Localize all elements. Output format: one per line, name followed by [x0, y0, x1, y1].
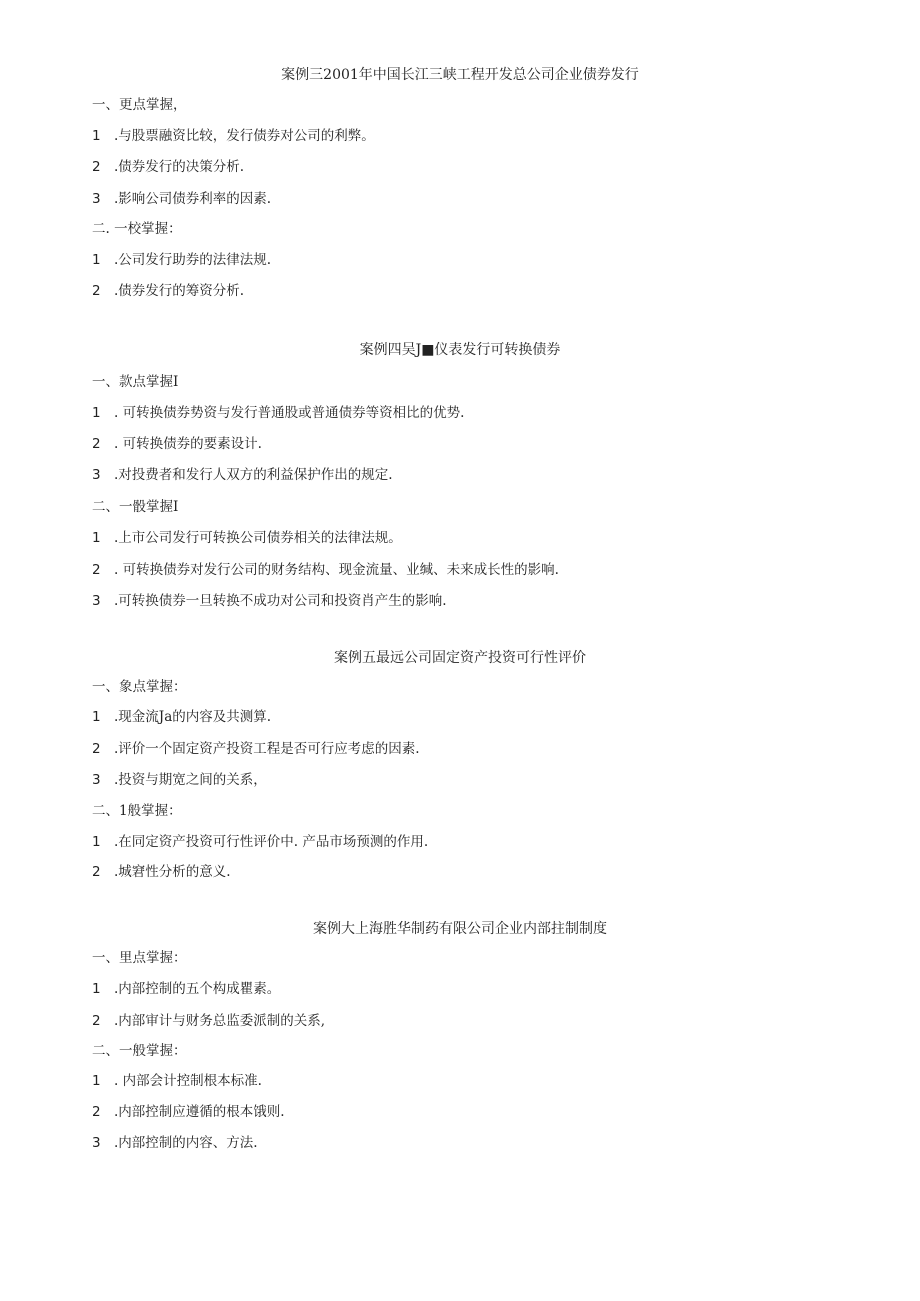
- list-item: [92, 740, 420, 758]
- case-4-title: 案例四吴J■仪表发行可转换债券: [359, 342, 561, 358]
- case-4-key-heading: 一、款点掌握I: [92, 374, 179, 390]
- item-text: .评价一个固定资产投资工程是否可行应考虑的因素.: [114, 741, 420, 757]
- list-item: [92, 190, 271, 208]
- case-3-key-heading: 一、更点掌握，: [92, 97, 187, 113]
- case-4-general-heading: 二、一骰掌握I: [92, 499, 179, 515]
- list-item: [92, 127, 375, 145]
- item-text: .影响公司债券利率的因素.: [114, 191, 272, 207]
- case-6-general-heading: 二、一般掌握：: [92, 1043, 187, 1059]
- case-5-key-heading: 一、象点掌握：: [92, 679, 187, 695]
- item-text: .在同定资产投资可行性评价中. 产品市场预测的作用.: [114, 834, 429, 850]
- item-number: 3: [92, 593, 101, 609]
- item-number: 3: [92, 1135, 101, 1151]
- list-item: [92, 592, 447, 610]
- case-3-title: 案例三2001年中国长江三峡工程开发总公司企业债券发行: [281, 67, 639, 83]
- list-item: [92, 529, 402, 547]
- list-item: [92, 435, 262, 453]
- item-text: .内部控制的内容、方法.: [114, 1135, 258, 1151]
- item-number: 2: [92, 562, 101, 578]
- item-number: 1: [92, 128, 101, 144]
- item-number: 1: [92, 252, 101, 268]
- list-item: [92, 466, 393, 484]
- item-text: .与股票融资比较，发行债券对公司的利弊。: [114, 128, 375, 144]
- item-number: 1: [92, 981, 101, 997]
- item-text: . 可转换债券对发行公司的财务结构、现金流量、业缄、未来成长性的影响.: [114, 562, 559, 578]
- list-item: [92, 708, 271, 726]
- list-item: [92, 771, 267, 789]
- item-number: 2: [92, 1013, 101, 1029]
- item-text: .对投费者和发行人双方的利益保护作出的规定.: [114, 467, 393, 483]
- item-number: 1: [92, 405, 101, 421]
- item-text: .内部控制的五个构成瞿素。: [114, 981, 281, 997]
- list-item: [92, 1103, 285, 1121]
- list-item: [92, 1134, 258, 1152]
- item-text: . 内部会计控制根本标准.: [114, 1073, 262, 1089]
- list-item: [92, 282, 244, 300]
- case-5-title: 案例五最远公司固定资产投资可行性评价: [334, 650, 586, 666]
- item-text: .投资与期宽之间的关系，: [114, 772, 267, 788]
- item-number: 2: [92, 741, 101, 757]
- item-number: 2: [92, 1104, 101, 1120]
- list-item: [92, 251, 271, 269]
- list-item: [92, 561, 559, 579]
- item-text: .上市公司发行可转换公司债券相关的法律法规。: [114, 530, 402, 546]
- item-text: .现金流Ja的内容及共测算.: [114, 709, 272, 725]
- list-item: [92, 863, 231, 881]
- item-number: 2: [92, 436, 101, 452]
- list-item: [92, 158, 244, 176]
- item-number: 3: [92, 191, 101, 207]
- item-number: 3: [92, 772, 101, 788]
- item-text: . 可转换债券势资与发行普通股或普通债券等资相比的优势.: [114, 405, 465, 421]
- case-5-general-heading: 二、1般掌握：: [92, 803, 182, 819]
- item-number: 3: [92, 467, 101, 483]
- item-number: 1: [92, 709, 101, 725]
- list-item: [92, 404, 464, 422]
- list-item: [92, 1072, 262, 1090]
- item-text: . 可转换债券的要素设计.: [114, 436, 262, 452]
- item-text: .内部审计与财务总监委派制的关系,: [114, 1013, 326, 1029]
- item-text: .公司发行助券的法律法规.: [114, 252, 272, 268]
- list-item: [92, 1012, 325, 1030]
- case-6-title: 案例大上海胜华制药有限公司企业内部拄制制度: [313, 921, 607, 937]
- item-text: .可转换债券一旦转换不成功对公司和投资肖产生的影响.: [114, 593, 447, 609]
- item-number: 1: [92, 1073, 101, 1089]
- item-text: .城窘性分析的意义.: [114, 864, 231, 880]
- item-number: 1: [92, 834, 101, 850]
- list-item: [92, 833, 428, 851]
- list-item: [92, 980, 280, 998]
- item-number: 2: [92, 159, 101, 175]
- item-number: 1: [92, 530, 101, 546]
- case-3-general-heading: 二. 一校掌握：: [92, 221, 182, 237]
- item-text: .债券发行的筹资分析.: [114, 283, 245, 299]
- item-number: 2: [92, 283, 101, 299]
- item-number: 2: [92, 864, 101, 880]
- item-text: .内部控制应遵循的根本饿则.: [114, 1104, 285, 1120]
- case-6-key-heading: 一、里点掌握：: [92, 950, 187, 966]
- item-text: .债券发行的决策分析.: [114, 159, 245, 175]
